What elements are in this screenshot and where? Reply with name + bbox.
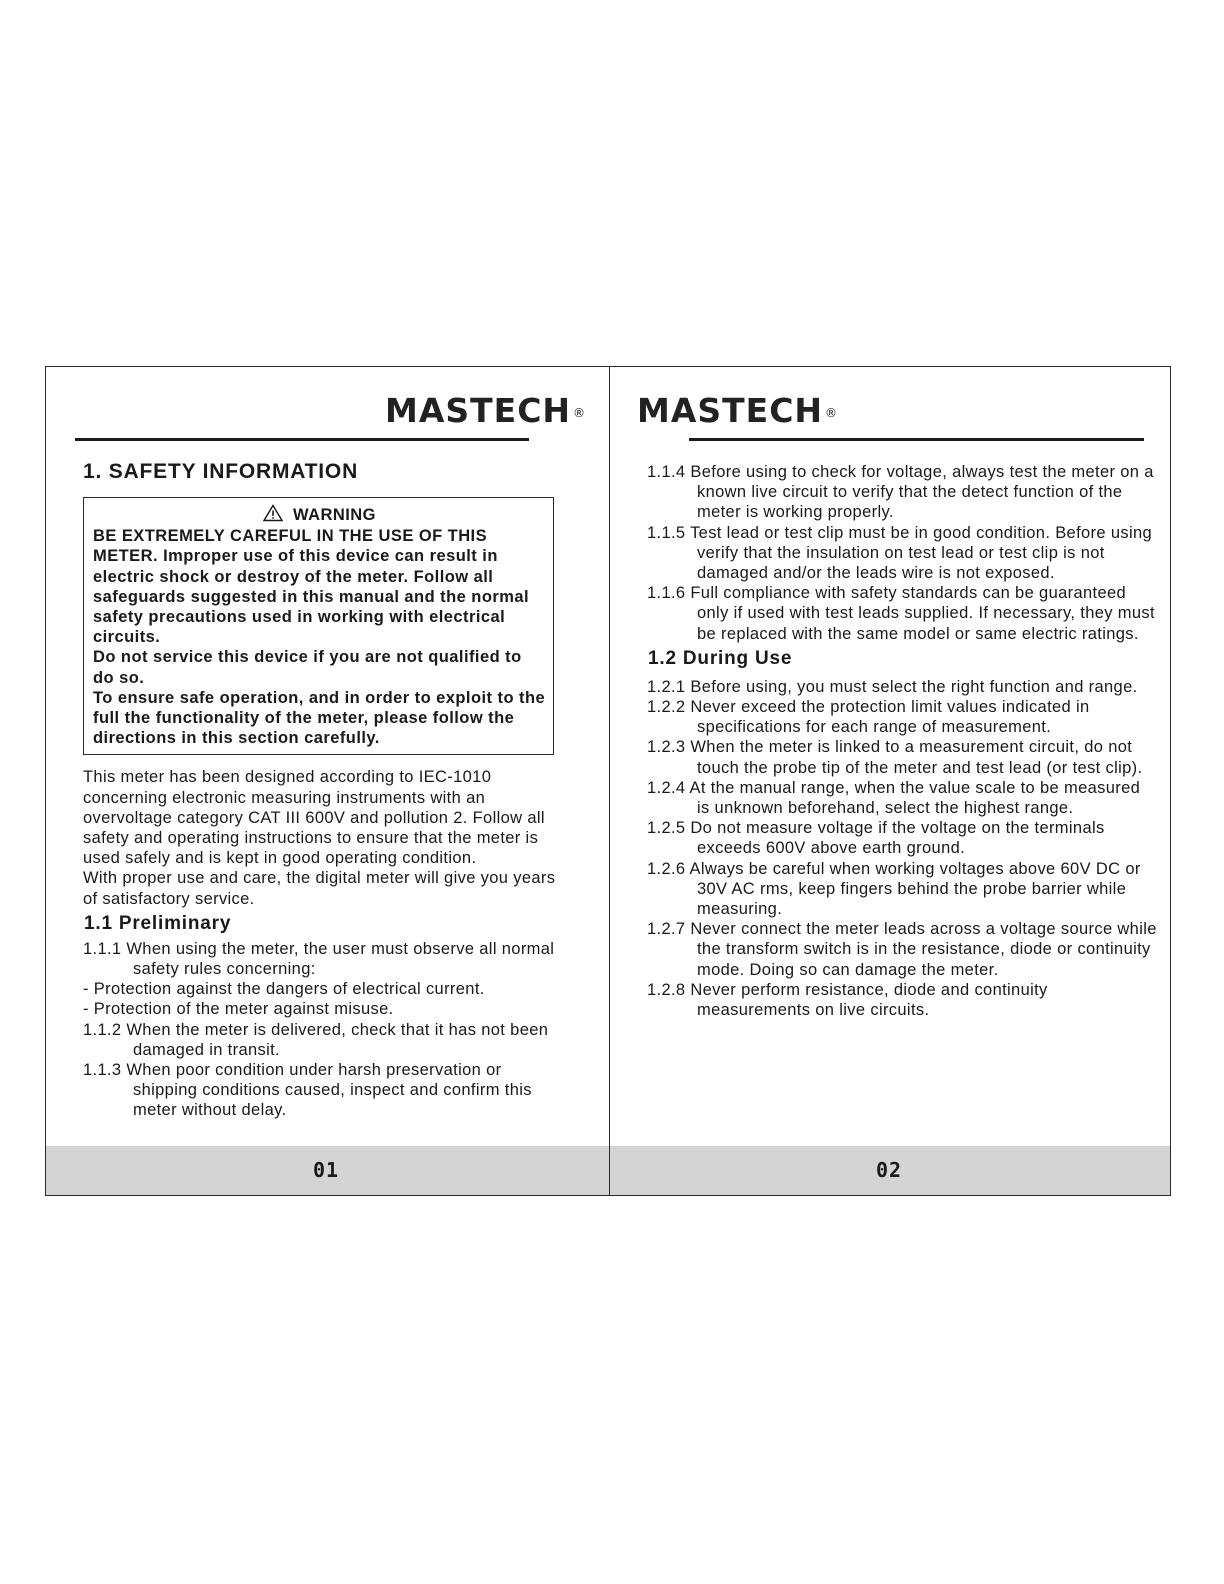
header-rule-left xyxy=(75,438,529,441)
brand-logo-left xyxy=(385,391,586,430)
brand-name: MASTECH xyxy=(385,391,572,430)
list-item: 1.1.3 When poor condition under harsh preservation or shipping conditions caused, inspect and confirm this meter without delay. xyxy=(83,1061,532,1120)
manual-spread xyxy=(45,366,1171,1196)
subsection-title-preliminary: 1.1 Preliminary xyxy=(84,912,232,934)
page-number: 02 xyxy=(876,1158,903,1182)
header-rule-right xyxy=(689,438,1144,441)
page-footer-right xyxy=(610,1146,1170,1195)
warning-paragraph: BE EXTREMELY CAREFUL IN THE USE OF THIS METER. Improper use of this device can result in electric shock or destroy of the meter. Follow all safeguards suggested in this manual and the normal safety precautions used in working with electrical circuits. xyxy=(93,527,529,647)
list-item: 1.2.5 Do not measure voltage if the voltage on the terminals exceeds 600V above earth ground. xyxy=(647,819,1105,858)
page-footer-left xyxy=(46,1146,609,1195)
list-item: 1.2.1 Before using, you must select the right function and range. xyxy=(647,677,1138,696)
warning-title: WARNING xyxy=(293,506,376,524)
list-item: 1.2.8 Never perform resistance, diode and continuity measurements on live circuits. xyxy=(647,980,1048,1020)
intro-paragraph: This meter has been designed according to IEC-1010 concerning electronic measuring instruments with an overvoltage category CAT III 600V and pollution 2. Follow all safety and operating instructions to ensure that the meter is used safely and is kept in good operating condition. xyxy=(83,768,545,868)
warning-box xyxy=(83,497,554,755)
warning-header xyxy=(93,504,546,525)
list-item: 1.1.2 When the meter is delivered, check that it has not been damaged in transit. xyxy=(83,1020,549,1059)
list-item: 1.2.7 Never connect the meter leads across a voltage source while the transform switch is in the resistance, diode or continuity mode. Doing so can damage the meter. xyxy=(647,920,1157,979)
list-item: 1.2.2 Never exceed the protection limit values indicated in specifications for each range of measurement. xyxy=(647,698,1090,737)
list-item: 1.2.3 When the meter is linked to a measurement circuit, do not touch the probe tip of the meter and test lead (or test clip). xyxy=(647,738,1143,777)
page-divider xyxy=(609,367,610,1195)
warning-paragraph: To ensure safe operation, and in order to exploit to the full the functionality of the meter, please follow the directions in this section carefully. xyxy=(93,688,546,748)
list-item: 1.1.6 Full compliance with safety standards can be guaranteed only if used with test leads supplied. If necessary, they must be replaced with the same model or same electric ratings. xyxy=(647,584,1155,643)
left-page-content xyxy=(83,457,563,1121)
brand-name: MASTECH xyxy=(637,391,824,430)
right-page-content xyxy=(647,462,1157,1020)
page-number: 01 xyxy=(313,1158,340,1182)
list-item: 1.2.6 Always be careful when working voltages above 60V DC or 30V AC rms, keep fingers behind the probe barrier while measuring. xyxy=(647,859,1141,919)
subsection-title-during-use: 1.2 During Use xyxy=(648,647,793,669)
section-title: 1. SAFETY INFORMATION xyxy=(83,460,359,483)
list-item: - Protection of the meter against misuse. xyxy=(83,1000,394,1019)
list-item: - Protection against the dangers of electrical current. xyxy=(83,980,485,999)
list-item: 1.1.1 When using the meter, the user must observe all normal safety rules concerning: xyxy=(83,939,555,979)
registered-mark: ® xyxy=(825,405,839,420)
warning-triangle-icon xyxy=(263,504,283,522)
brand-logo-right xyxy=(637,391,838,430)
registered-mark: ® xyxy=(573,405,587,420)
list-item: 1.1.4 Before using to check for voltage, always test the meter on a known live circuit to verify that the detect function of the meter is working properly. xyxy=(647,463,1154,522)
list-item: 1.1.5 Test lead or test clip must be in good condition. Before using verify that the insulation on test lead or test clip is not damaged and/or the leads wire is not exposed. xyxy=(647,523,1153,583)
warning-paragraph: Do not service this device if you are not qualified to do so. xyxy=(93,648,522,687)
list-item: 1.2.4 At the manual range, when the value scale to be measured is unknown beforehand, select the highest range. xyxy=(647,778,1141,818)
intro-paragraph: With proper use and care, the digital meter will give you years of satisfactory service. xyxy=(83,869,556,908)
